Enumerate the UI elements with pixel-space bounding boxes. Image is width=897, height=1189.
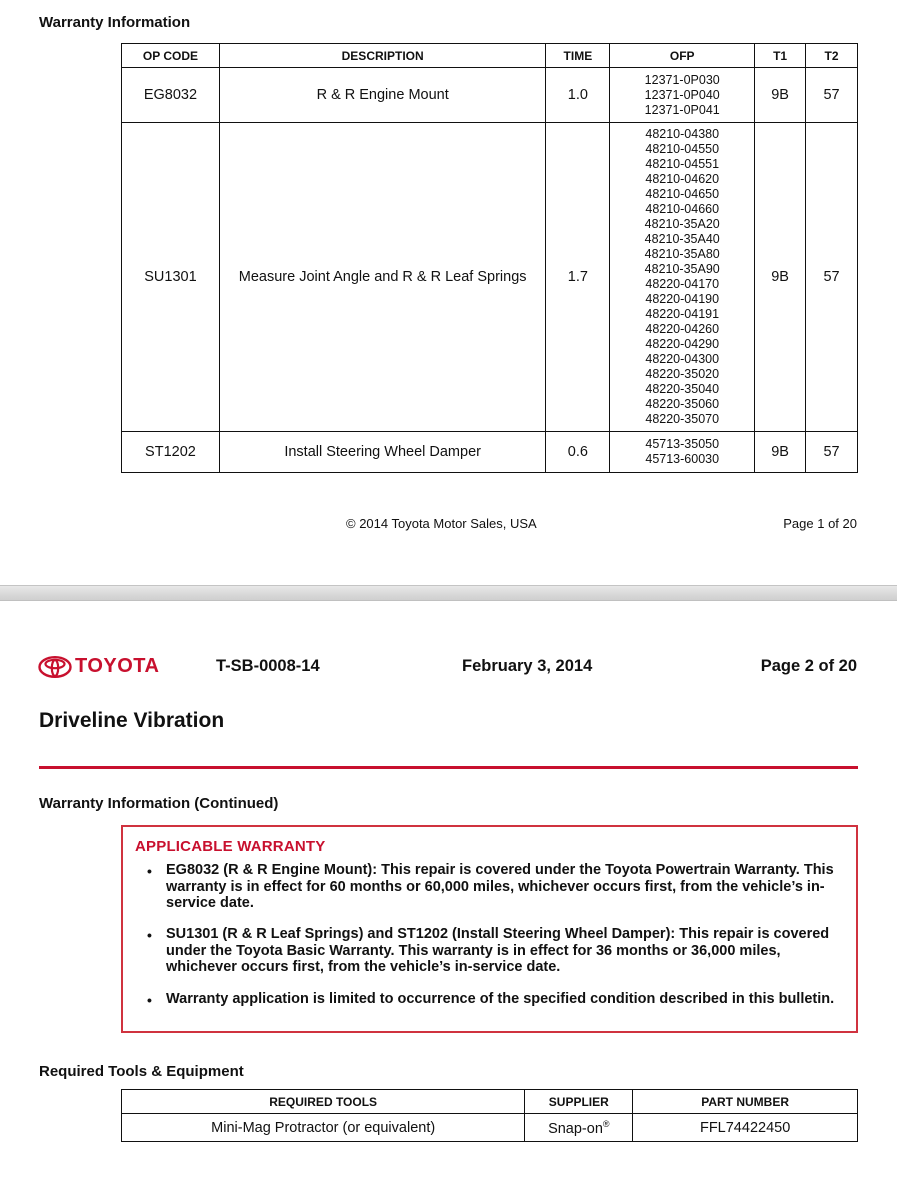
ofp-part-number: 48220-35060 <box>645 397 720 411</box>
description-cell: Install Steering Wheel Damper <box>219 432 546 473</box>
ofp-part-number: 48220-04290 <box>645 337 720 351</box>
warranty-table <box>121 43 858 473</box>
column-header-time: TIME <box>546 44 610 68</box>
footer-page-number: Page 1 of 20 <box>783 516 857 531</box>
ofp-part-number: 48220-35040 <box>645 382 720 396</box>
warranty-item-leaf-springs-damper: SU1301 (R & R Leaf Springs) and ST1202 (Install Steering Wheel Damper): This repair is covered under the Toyota Basic Warranty. This warranty is in effect for 36 months or 36,000 miles, whichever occurs first, from the vehicle’s in-service date. <box>166 926 830 975</box>
registered-mark: ® <box>602 1118 610 1129</box>
ofp-part-number: 48210-04650 <box>645 187 720 201</box>
ofp-part-number: 48220-04190 <box>645 292 720 306</box>
ofp-part-number: 12371-0P040 <box>644 87 720 102</box>
column-header-description: DESCRIPTION <box>219 44 546 68</box>
column-header-supplier: SUPPLIER <box>525 1090 633 1114</box>
warranty-table-header-row <box>122 44 858 68</box>
bullet-marker: • <box>147 863 152 879</box>
section-heading-warranty-information: Warranty Information <box>39 14 191 31</box>
ofp-part-number: 48220-04170 <box>645 277 720 291</box>
ofp-part-number: 48220-35070 <box>645 412 720 426</box>
warranty-item-engine-mount: EG8032 (R & R Engine Mount): This repair is covered under the Toyota Powertrain Warranty. This warranty is in effect for 60 months or 60,000 miles, whichever occurs first, from the vehicle’s in-service date. <box>166 862 834 911</box>
column-header-ofp: OFP <box>610 44 755 68</box>
supplier-name: Snap-on <box>548 1120 603 1137</box>
column-header-op-code: OP CODE <box>122 44 220 68</box>
ofp-part-number: 48210-04551 <box>645 157 720 171</box>
description-cell: R & R Engine Mount <box>219 68 546 123</box>
section-heading-required-tools: Required Tools & Equipment <box>39 1063 244 1080</box>
part-number-cell: FFL74422450 <box>633 1114 858 1142</box>
op-code-cell: EG8032 <box>122 68 220 123</box>
toyota-logo <box>38 655 159 678</box>
ofp-part-number: 48210-35A90 <box>644 262 720 276</box>
ofp-part-number: 48210-04550 <box>645 142 720 156</box>
ofp-part-number: 48210-35A40 <box>644 232 720 246</box>
applicable-warranty-box <box>121 825 858 1033</box>
ofp-part-number: 12371-0P030 <box>644 72 720 87</box>
section-heading-warranty-continued: Warranty Information (Continued) <box>39 795 279 812</box>
ofp-part-number: 48220-04191 <box>645 307 720 321</box>
ofp-part-number: 48220-04300 <box>645 352 720 366</box>
warranty-item-limitation: Warranty application is limited to occurrence of the specified condition described in this bulletin. <box>166 991 835 1007</box>
ofp-part-number: 48210-04660 <box>645 202 720 216</box>
table-row <box>122 432 858 473</box>
description-cell: Measure Joint Angle and R & R Leaf Springs <box>219 123 546 432</box>
ofp-part-number: 48210-35A20 <box>644 217 720 231</box>
ofp-part-number: 48210-04620 <box>645 172 720 186</box>
ofp-cell <box>610 68 755 123</box>
ofp-part-number: 48210-35A80 <box>644 247 720 261</box>
ofp-part-number: 48220-04260 <box>645 322 720 336</box>
column-header-part-number: PART NUMBER <box>633 1090 858 1114</box>
ofp-cell <box>610 432 755 473</box>
table-row <box>122 1114 858 1142</box>
t1-cell: 9B <box>755 432 806 473</box>
column-header-t1: T1 <box>755 44 806 68</box>
time-cell: 1.0 <box>546 68 610 123</box>
page-break-separator <box>0 585 897 601</box>
document-title: Driveline Vibration <box>39 709 225 732</box>
required-tools-table <box>121 1089 858 1142</box>
op-code-cell: SU1301 <box>122 123 220 432</box>
table-row <box>122 68 858 123</box>
supplier-cell <box>525 1114 633 1142</box>
ofp-part-number: 48220-35020 <box>645 367 720 381</box>
tool-name-cell: Mini-Mag Protractor (or equivalent) <box>122 1114 525 1142</box>
bulletin-date: February 3, 2014 <box>462 657 593 675</box>
ofp-part-number: 48210-04380 <box>645 127 720 141</box>
toyota-emblem-icon <box>38 656 72 678</box>
bullet-marker: • <box>147 927 152 943</box>
op-code-cell: ST1202 <box>122 432 220 473</box>
time-cell: 0.6 <box>546 432 610 473</box>
column-header-t2: T2 <box>806 44 858 68</box>
t2-cell: 57 <box>806 432 858 473</box>
t1-cell: 9B <box>755 68 806 123</box>
ofp-cell <box>610 123 755 432</box>
applicable-warranty-title: APPLICABLE WARRANTY <box>135 838 326 855</box>
bullet-marker: • <box>147 992 152 1008</box>
t2-cell: 57 <box>806 123 858 432</box>
document-page-2 <box>0 601 897 1189</box>
ofp-part-number: 45713-35050 <box>645 437 720 451</box>
bulletin-number: T-SB-0008-14 <box>216 657 320 675</box>
footer-copyright: © 2014 Toyota Motor Sales, USA <box>346 516 537 531</box>
toyota-logo-text: TOYOTA <box>75 655 160 677</box>
ofp-part-number: 45713-60030 <box>645 452 720 466</box>
time-cell: 1.7 <box>546 123 610 432</box>
ofp-part-number: 12371-0P041 <box>644 102 720 117</box>
document-page-1 <box>0 0 897 585</box>
page-number: Page 2 of 20 <box>760 657 857 675</box>
t1-cell: 9B <box>755 123 806 432</box>
t2-cell: 57 <box>806 68 858 123</box>
title-underline-rule <box>39 766 858 769</box>
table-row <box>122 123 858 432</box>
column-header-required-tools: REQUIRED TOOLS <box>122 1090 525 1114</box>
tools-table-header-row <box>122 1090 858 1114</box>
